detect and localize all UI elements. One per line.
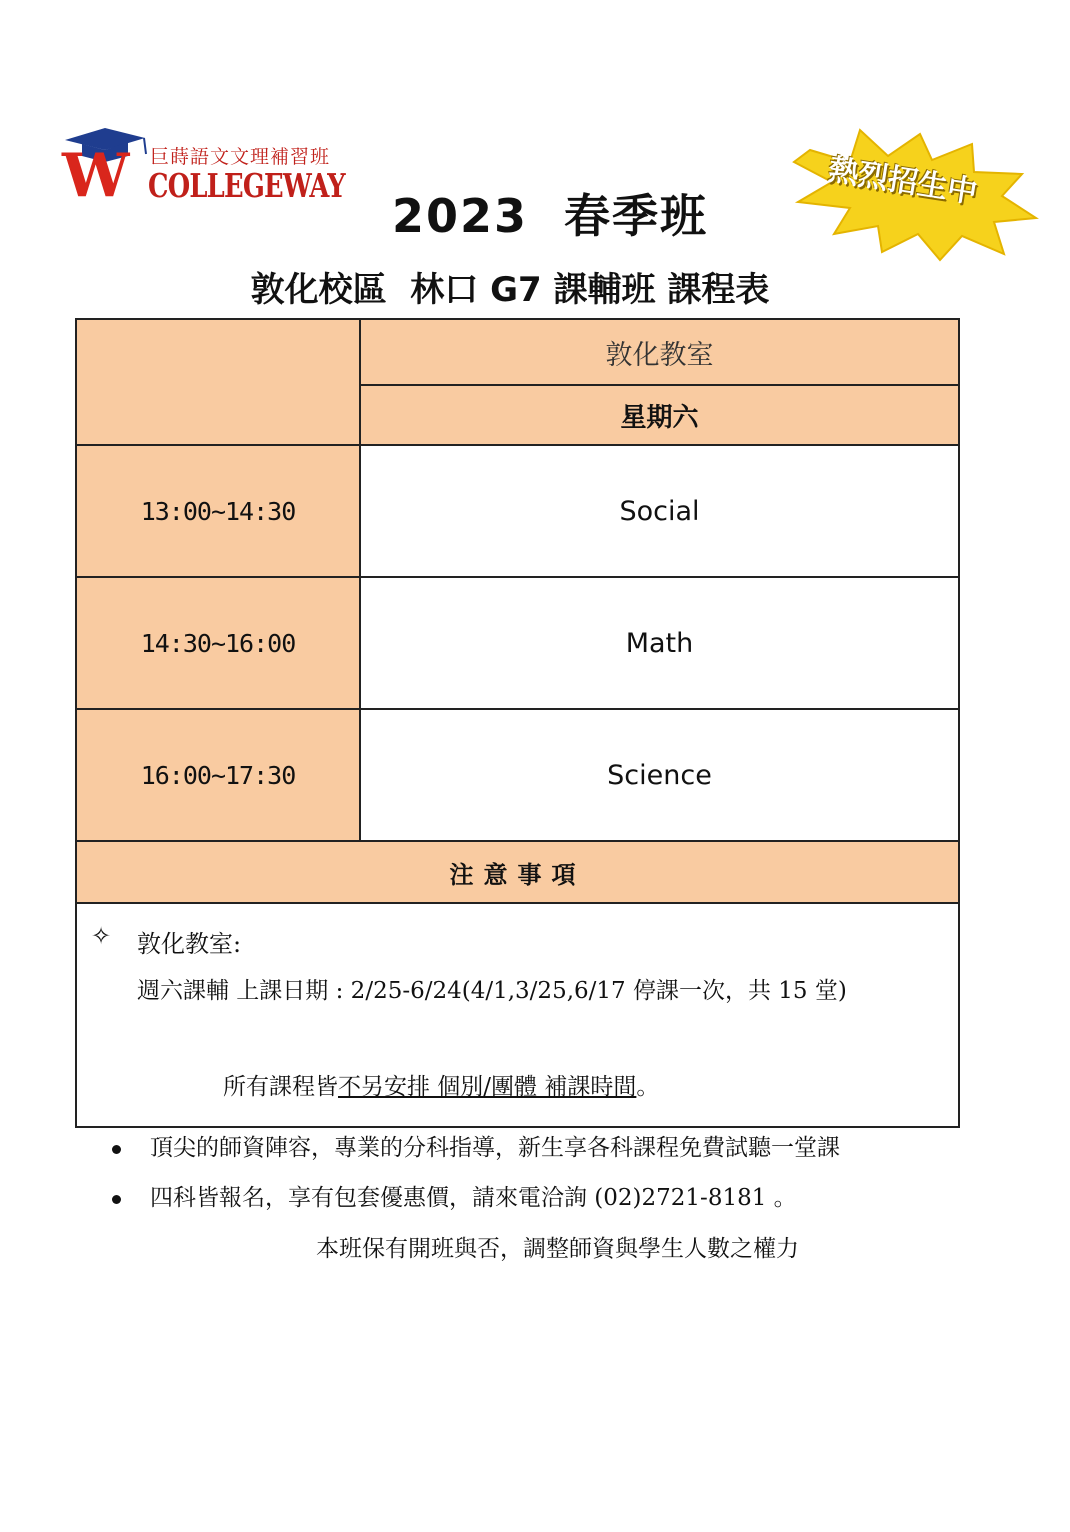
notice-makeup-policy bbox=[223, 1068, 659, 1101]
diamond-bullet-icon: ✧ bbox=[91, 922, 112, 950]
logo-chinese-name: 巨蒔語文文理補習班 bbox=[150, 146, 331, 168]
bullet-text: 頂尖的師資陣容，專業的分科指導，新生享各科課程免費試聽一堂課 bbox=[150, 1135, 840, 1161]
bullet-text: 四科皆報名，享有包套優惠價，請來電洽詢 (02)2721-8181 。 bbox=[150, 1185, 797, 1211]
table-row bbox=[76, 709, 959, 841]
notice-class-dates: 週六課輔 上課日期 : 2/25-6/24(4/1,3/25,6/17 停課一次，共 15 堂) bbox=[137, 978, 847, 1004]
page-title: 2023 春季班 bbox=[391, 189, 709, 243]
schedule-table bbox=[75, 318, 960, 1128]
time-slot: 13:00~14:30 bbox=[76, 445, 360, 577]
page-subtitle: 敦化校區 林口 G7 課輔班 課程表 bbox=[250, 270, 770, 310]
notice-heading: 注意事項 bbox=[76, 841, 959, 903]
time-slot: 16:00~17:30 bbox=[76, 709, 360, 841]
room-header: 敦化教室 bbox=[360, 319, 959, 385]
table-row bbox=[76, 577, 959, 709]
subject-cell: Science bbox=[360, 709, 959, 841]
time-slot: 14:30~16:00 bbox=[76, 577, 360, 709]
policy-underlined: 不另安排 個別/團體 補課時間 bbox=[338, 1074, 637, 1100]
subject-cell: Math bbox=[360, 577, 959, 709]
bullet-dot-icon bbox=[112, 1145, 121, 1154]
list-item bbox=[110, 1130, 990, 1180]
day-header: 星期六 bbox=[360, 385, 959, 445]
collegeway-logo bbox=[60, 126, 360, 216]
policy-suffix: 。 bbox=[636, 1074, 660, 1100]
logo-mark: W bbox=[62, 141, 124, 211]
subject-cell: Social bbox=[360, 445, 959, 577]
info-bullets bbox=[110, 1130, 990, 1230]
corner-cell bbox=[76, 319, 360, 445]
bullet-dot-icon bbox=[112, 1195, 121, 1204]
footer-note: 本班保有開班與否，調整師資與學生人數之權力 bbox=[316, 1236, 799, 1262]
notice-room-label: 敦化教室: bbox=[137, 930, 242, 958]
table-row bbox=[76, 445, 959, 577]
logo-english-name: COLLEGEWAY bbox=[148, 166, 345, 205]
list-item bbox=[110, 1180, 990, 1230]
policy-prefix: 所有課程皆 bbox=[223, 1074, 338, 1100]
notice-body bbox=[76, 903, 959, 1127]
enrollment-badge-text: 熱烈招生中 bbox=[825, 152, 980, 211]
